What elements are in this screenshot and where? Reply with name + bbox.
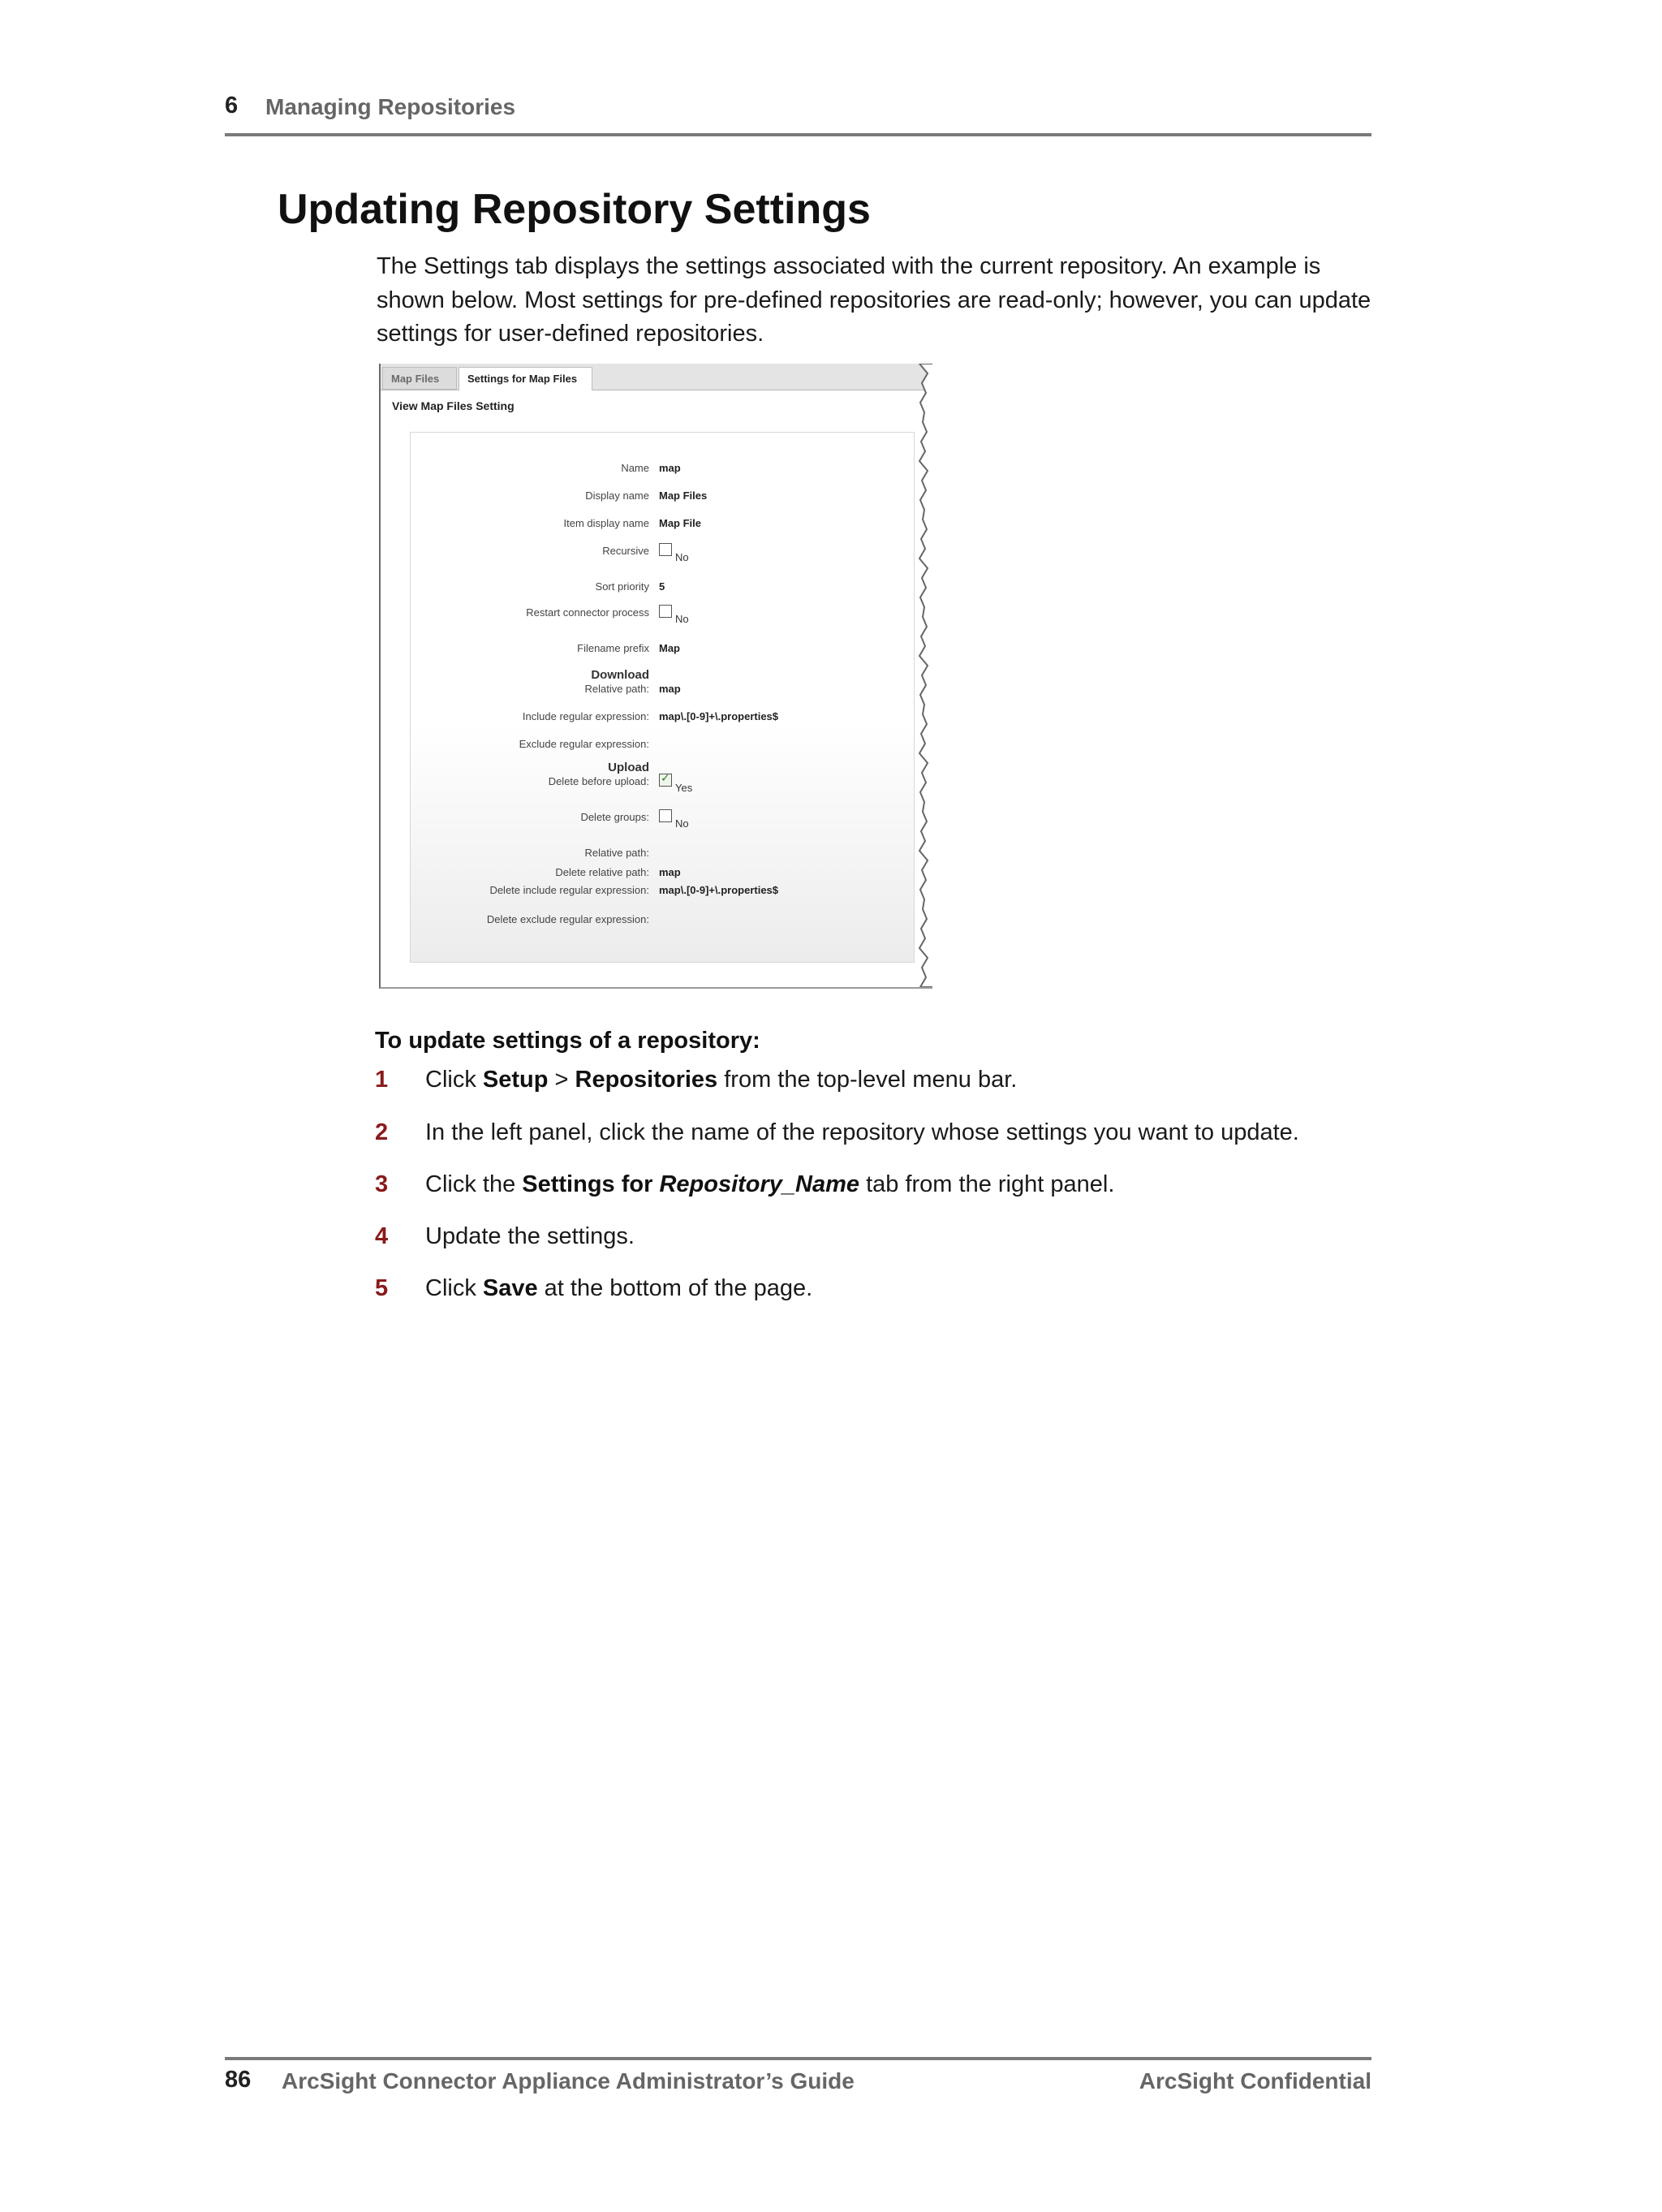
book-title: ArcSight Connector Appliance Administrator’s Guide: [282, 2068, 855, 2093]
setting-label: Relative path:: [584, 847, 649, 859]
setting-label: Name: [621, 462, 649, 474]
setting-label: Recursive: [602, 545, 649, 557]
setting-row: [411, 866, 914, 884]
setting-row: [411, 462, 914, 480]
setting-value: Map File: [659, 517, 702, 529]
settings-panel: [410, 432, 915, 963]
setting-checkbox[interactable]: [659, 605, 672, 618]
setting-label: Delete before upload:: [548, 775, 649, 787]
setting-row: [411, 606, 914, 624]
setting-label: Delete exclude regular expression:: [486, 913, 649, 925]
group-label: Download: [591, 668, 649, 682]
setting-value: map: [659, 683, 681, 695]
step-number: 5: [375, 1275, 389, 1301]
setting-label: Filename prefix: [577, 642, 649, 654]
chapter-title: Managing Repositories: [265, 94, 516, 119]
step-text: [425, 1171, 1114, 1198]
setting-value: map\.[0-9]+\.properties$: [659, 710, 779, 722]
running-footer: [225, 2057, 1371, 2093]
step-text-segment: Click: [425, 1067, 483, 1093]
setting-row: [411, 580, 914, 598]
setting-row: [411, 811, 914, 829]
group-label: Upload: [608, 761, 649, 774]
step-number: 4: [375, 1223, 389, 1249]
step-text: [425, 1223, 635, 1250]
setting-value: map: [659, 866, 681, 878]
page-title: Updating Repository Settings: [278, 186, 871, 233]
step-text-segment: In the left panel, click the name of the repository whose settings you want to update.: [425, 1119, 1299, 1145]
setting-value: map: [659, 462, 681, 474]
setting-row: [411, 545, 914, 563]
setting-label: Display name: [585, 489, 649, 502]
chapter-number: 6: [225, 93, 239, 119]
setting-row: [411, 913, 914, 931]
setting-label: Exclude regular expression:: [519, 738, 649, 750]
step-text-emphasis: Setup: [482, 1067, 549, 1093]
page-number: 86: [225, 2067, 252, 2093]
setting-label: Sort priority: [595, 580, 649, 593]
checkbox-text: No: [675, 613, 689, 625]
setting-label: Relative path:: [584, 683, 649, 695]
setting-row: [411, 884, 914, 902]
setting-label: Include regular expression:: [522, 710, 649, 722]
setting-label: Restart connector process: [526, 606, 649, 619]
setting-value: Map: [659, 642, 680, 654]
setting-label: Delete relative path:: [555, 866, 649, 878]
procedure-title: To update settings of a repository:: [375, 1028, 760, 1054]
intro-paragraph: The Settings tab displays the settings associated with the current repository. An example is shown below. Most settings for pre-defined repositories are read-only; however, you can update settings for user-defined repositories.: [377, 253, 1371, 347]
setting-row: [411, 642, 914, 660]
step-text: [425, 1119, 1299, 1146]
tab-settings-for-map-files[interactable]: Settings for Map Files: [459, 367, 592, 390]
setting-row: [411, 847, 914, 865]
step-text-emphasis: Settings for: [522, 1171, 660, 1197]
tab-map-files[interactable]: Map Files: [382, 367, 457, 390]
step-text-segment: Click: [425, 1275, 483, 1301]
torn-edge: [913, 364, 932, 987]
setting-row: [411, 775, 914, 793]
setting-row: [411, 489, 914, 507]
step-text-emphasis: Save: [482, 1275, 538, 1301]
setting-row: [411, 738, 914, 756]
step-text-emphasis: Repositories: [575, 1067, 718, 1093]
setting-value: 5: [659, 580, 665, 593]
setting-row: [411, 710, 914, 728]
step-text-segment: Update the settings.: [425, 1223, 635, 1249]
step-text-emphasis: Repository_Name: [659, 1171, 860, 1197]
setting-value: map\.[0-9]+\.properties$: [659, 884, 779, 896]
step-text-segment: Click the: [425, 1171, 523, 1197]
step-number: 2: [375, 1119, 389, 1145]
checkbox-text: No: [675, 551, 689, 563]
step-text-segment: at the bottom of the page.: [537, 1275, 813, 1301]
step-number: 3: [375, 1171, 389, 1197]
confidential-notice: ArcSight Confidential: [1139, 2068, 1371, 2093]
step-text: [425, 1067, 1017, 1093]
step-text-segment: tab from the right panel.: [859, 1171, 1115, 1197]
setting-checkbox[interactable]: [659, 774, 672, 787]
checkbox-text: Yes: [675, 782, 693, 794]
settings-screenshot: [379, 364, 932, 989]
setting-value: Map Files: [659, 489, 708, 502]
setting-label: Delete include regular expression:: [489, 884, 649, 896]
setting-row: [411, 517, 914, 535]
tab-bar: [381, 364, 932, 390]
setting-label: Item display name: [563, 517, 649, 529]
step-text: [425, 1275, 812, 1302]
step-number: 1: [375, 1067, 389, 1093]
step-text-segment: >: [548, 1067, 575, 1093]
setting-checkbox[interactable]: [659, 809, 672, 822]
checkbox-text: No: [675, 817, 689, 830]
running-header: [225, 91, 1371, 136]
setting-checkbox[interactable]: [659, 543, 672, 556]
setting-label: Delete groups:: [580, 811, 649, 823]
setting-row: [411, 683, 914, 701]
section-title: View Map Files Setting: [392, 399, 515, 412]
step-text-segment: from the top-level menu bar.: [717, 1067, 1018, 1093]
